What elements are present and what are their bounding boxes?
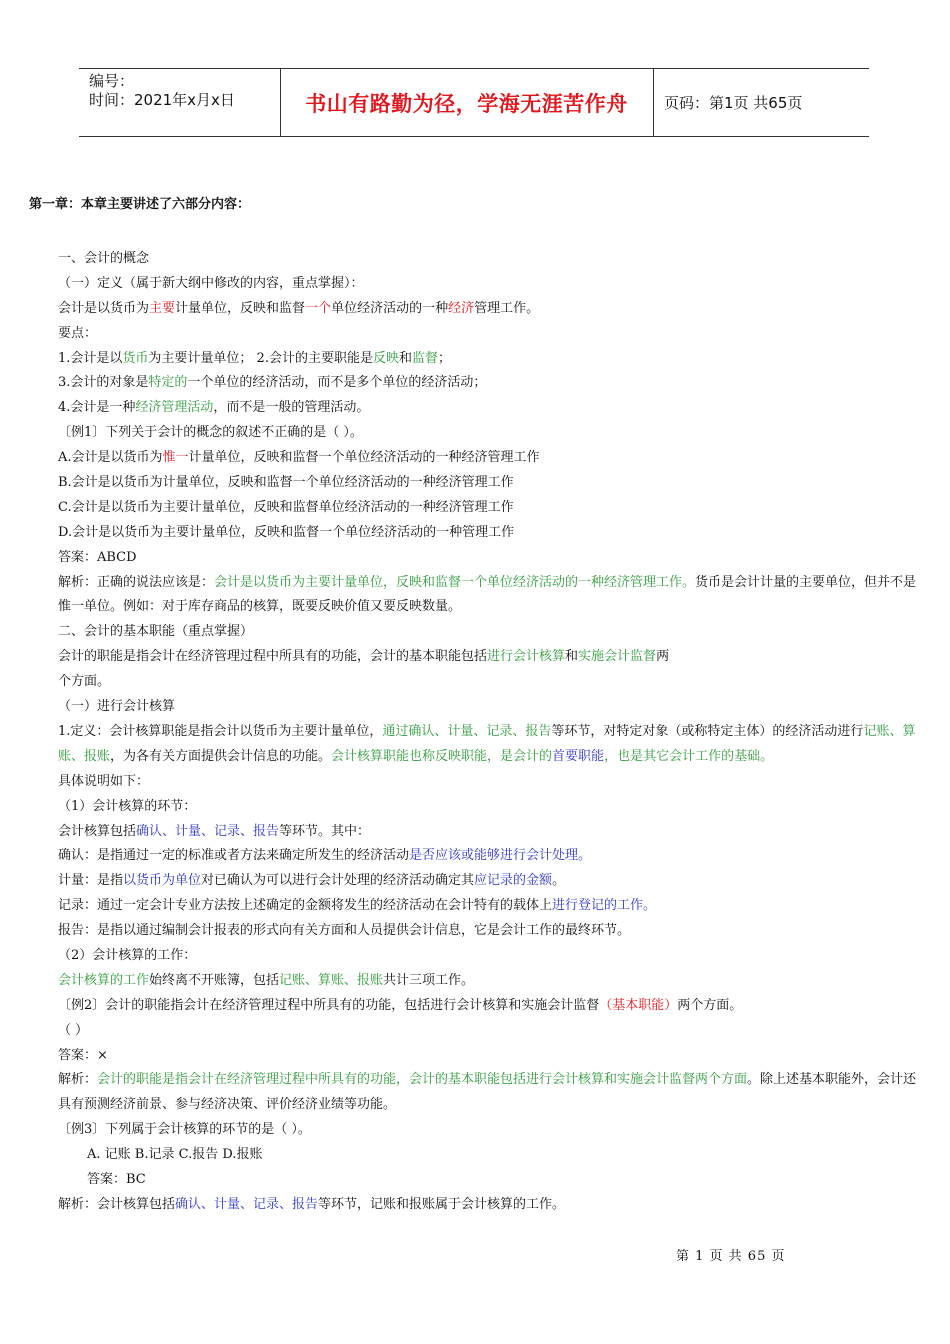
- text-segment: 确认：是指通过一定的标准或者方法来确定所发生的经济活动: [58, 848, 410, 864]
- text-segment: （一）定义（属于新大纲中修改的内容，重点掌握）：: [58, 275, 364, 291]
- highlighted-text: （基本职能）: [599, 997, 678, 1013]
- text-line: [29, 1118, 922, 1143]
- text-segment: 要点：: [58, 325, 98, 341]
- highlighted-text: 记账、算账、报账: [279, 972, 384, 988]
- text-line: [29, 521, 922, 546]
- text-segment: 。: [552, 873, 566, 889]
- document-number-label: 编号：: [89, 72, 135, 90]
- text-line: [29, 919, 922, 944]
- text-line: [29, 421, 922, 446]
- text-segment: 为主要计量单位； 2.会计的主要职能是: [148, 350, 373, 366]
- text-line: [29, 471, 922, 496]
- highlighted-text: 会计核算的工作: [58, 972, 150, 988]
- highlighted-text: ，也是其它会计工作的基础。: [604, 748, 774, 764]
- text-line: [29, 247, 922, 272]
- text-line: [29, 869, 922, 894]
- text-segment: 答案：×: [58, 1047, 108, 1063]
- text-segment: 单位经济活动的一种: [331, 300, 449, 316]
- text-segment: 解析：正确的说法应该是：: [58, 574, 215, 590]
- text-line: [29, 371, 922, 396]
- text-line: [29, 969, 922, 994]
- header-page-info: 页码：第1页 共65页: [664, 94, 803, 112]
- text-segment: 始终离不开账簿，包括: [149, 972, 280, 988]
- text-segment: 答案：BC: [87, 1172, 146, 1188]
- text-line: [29, 795, 922, 820]
- highlighted-text: 经济: [448, 300, 475, 316]
- text-segment: （ ）: [58, 1022, 89, 1038]
- highlighted-text: 是否应该或能够进行会计处理。: [409, 848, 592, 864]
- text-segment: 4.会计是一种: [58, 400, 136, 416]
- text-segment: 对已确认为可以进行会计处理的经济活动确定其: [201, 873, 475, 889]
- text-line: [29, 1019, 922, 1044]
- header-meta-cell: [79, 69, 281, 136]
- text-line: [29, 1193, 922, 1218]
- highlighted-text: 一个: [305, 300, 332, 316]
- chapter-title: 第一章：本章主要讲述了六部分内容：: [29, 197, 251, 212]
- highlighted-text: 确认、计量、记录、报告: [136, 823, 280, 839]
- text-line: [29, 844, 922, 869]
- text-line: [29, 446, 922, 471]
- text-segment: 个方面。: [58, 674, 111, 690]
- highlighted-text: 确认、计量、记录、报告: [175, 1196, 319, 1212]
- highlighted-text: 货币: [122, 350, 149, 366]
- text-segment: ，而不是一般的管理活动。: [213, 400, 370, 416]
- highlighted-text: 进行登记的工作。: [552, 898, 657, 914]
- text-segment: 管理工作。: [474, 300, 540, 316]
- highlighted-text: 特定的: [148, 375, 188, 391]
- text-segment: 报告：是指以通过编制会计报表的形式向有关方面和人员提供会计信息，它是会计工作的最终环节。: [58, 923, 631, 939]
- text-line: [29, 645, 922, 670]
- text-segment: ；: [438, 350, 452, 366]
- text-line: [29, 1044, 922, 1069]
- text-segment: 。除上述基本职能外，会计还具有预测经济前景、参与经济决策、评价经济业绩等功能。: [58, 1072, 917, 1113]
- text-segment: 计量单位，反映和监督: [175, 300, 306, 316]
- page-header: [79, 68, 869, 137]
- text-segment: 会计是以货币为: [58, 300, 150, 316]
- text-segment: 和: [398, 350, 412, 366]
- header-motto: 书山有路勤为径，学海无涯苦作舟: [280, 69, 654, 136]
- highlighted-text: 经济管理活动: [135, 400, 214, 416]
- text-segment: 两: [656, 649, 670, 665]
- text-segment: 〔例2〕会计的职能指会计在经济管理过程中所具有的功能，包括进行会计核算和实施会计监督: [58, 997, 600, 1013]
- text-segment: 等环节，对特定对象（或称特定主体）的经济活动进行: [551, 723, 864, 739]
- text-segment: 会计的职能是指会计在经济管理过程中所具有的功能，会计的基本职能包括: [58, 649, 488, 665]
- highlighted-text: 实施会计监督: [578, 649, 657, 665]
- text-line: [29, 770, 922, 795]
- text-segment: 解析：: [58, 1072, 98, 1088]
- text-line: [29, 571, 922, 621]
- text-segment: 一、会计的概念: [58, 251, 150, 266]
- text-segment: 和: [565, 649, 579, 665]
- text-segment: 计量：是指: [58, 873, 124, 889]
- highlighted-text: 主要: [149, 300, 176, 316]
- text-line: [29, 695, 922, 720]
- text-line: [29, 1168, 922, 1193]
- highlighted-text: 会计的职能是指会计在经济管理过程中所具有的功能，会计的基本职能包括进行会计核算和实施会计监督两个方面: [97, 1072, 748, 1088]
- text-segment: 一个单位的经济活动，而不是多个单位的经济活动；: [187, 375, 487, 391]
- text-segment: ，为各有关方面提供会计信息的功能。: [110, 748, 332, 764]
- document-date-label: 时间：2021年x月x日: [89, 91, 235, 109]
- text-line: [29, 396, 922, 421]
- text-line: [29, 496, 922, 521]
- text-segment: 共计三项工作。: [383, 972, 475, 988]
- text-segment: 记录：通过一定会计专业方法按上述确定的金额将发生的经济活动在会计特有的载体上: [58, 898, 553, 914]
- highlighted-text: 进行会计核算: [487, 649, 566, 665]
- highlighted-text: 应记录的金额: [474, 873, 553, 889]
- text-segment: （1）会计核算的环节：: [58, 798, 197, 814]
- highlighted-text: 反映: [372, 350, 399, 366]
- text-line: [29, 720, 922, 770]
- highlighted-text: 会计核算职能也称反映职能，是会计的: [331, 748, 553, 764]
- text-segment: 会计核算包括: [58, 823, 137, 839]
- highlighted-text: 会计是以货币为主要计量单位，反映和监督一个单位经济活动的一种经济管理工作。: [214, 574, 696, 590]
- highlighted-text: 以货币为单位: [123, 873, 202, 889]
- text-segment: 答案：ABCD: [58, 549, 137, 565]
- text-segment: C.会计是以货币为主要计量单位，反映和监督单位经济活动的一种经济管理工作: [58, 499, 514, 515]
- text-segment: A. 记账 B.记录 C.报告 D.报账: [87, 1147, 263, 1163]
- text-segment: 1.会计是以: [58, 350, 123, 366]
- highlighted-text: 记账、算账、报账: [58, 723, 916, 764]
- text-line: [29, 820, 922, 845]
- text-segment: （一）进行会计核算: [58, 699, 176, 715]
- text-segment: 等环节，记账和报账属于会计核算的工作。: [318, 1196, 566, 1212]
- highlighted-text: 监督: [412, 350, 439, 366]
- text-segment: D.会计是以货币为主要计量单位，反映和监督一个单位经济活动的一种管理工作: [58, 524, 515, 540]
- text-segment: 计量单位，反映和监督一个单位经济活动的一种经济管理工作: [188, 450, 540, 466]
- text-line: [29, 620, 922, 645]
- text-line: [29, 347, 922, 372]
- text-segment: （2）会计核算的工作：: [58, 948, 197, 963]
- highlighted-text: 首要职能: [552, 748, 605, 764]
- page-footer: 第 1 页 共 65 页: [676, 1249, 786, 1264]
- text-segment: 〔例3〕下列属于会计核算的环节的是（ ）。: [58, 1122, 311, 1138]
- highlighted-text: 通过确认、计量、记录、报告: [382, 723, 552, 739]
- text-segment: B.会计是以货币为计量单位，反映和监督一个单位经济活动的一种经济管理工作: [58, 475, 514, 491]
- text-line: [29, 546, 922, 571]
- text-line: [29, 1068, 922, 1118]
- text-segment: 3.会计的对象是: [58, 375, 149, 391]
- text-segment: 两个方面。: [677, 997, 743, 1013]
- document-body: [29, 247, 922, 1218]
- text-segment: 解析：会计核算包括: [58, 1196, 176, 1212]
- text-segment: 货币是会计计量的主要单位，但并不是惟一单位。例如：对于库存商品的核算，既要反映价值又要反映数量。: [58, 574, 917, 615]
- text-line: [29, 322, 922, 347]
- text-segment: 1.定义：会计核算职能是指会计以货币为主要计量单位，: [58, 723, 383, 739]
- text-line: [29, 894, 922, 919]
- text-line: [29, 1143, 922, 1168]
- text-segment: 具体说明如下：: [58, 773, 150, 789]
- text-segment: A.会计是以货币为: [58, 450, 163, 466]
- text-line: [29, 670, 922, 695]
- text-line: [29, 944, 922, 969]
- text-line: [29, 272, 922, 297]
- text-line: [29, 994, 922, 1019]
- highlighted-text: 惟一: [162, 450, 189, 466]
- text-line: [29, 297, 922, 322]
- text-segment: 等环节。其中：: [279, 823, 371, 839]
- text-segment: 〔例1〕下列关于会计的概念的叙述不正确的是（ ）。: [58, 425, 363, 441]
- text-segment: 二、会计的基本职能（重点掌握）: [58, 624, 254, 640]
